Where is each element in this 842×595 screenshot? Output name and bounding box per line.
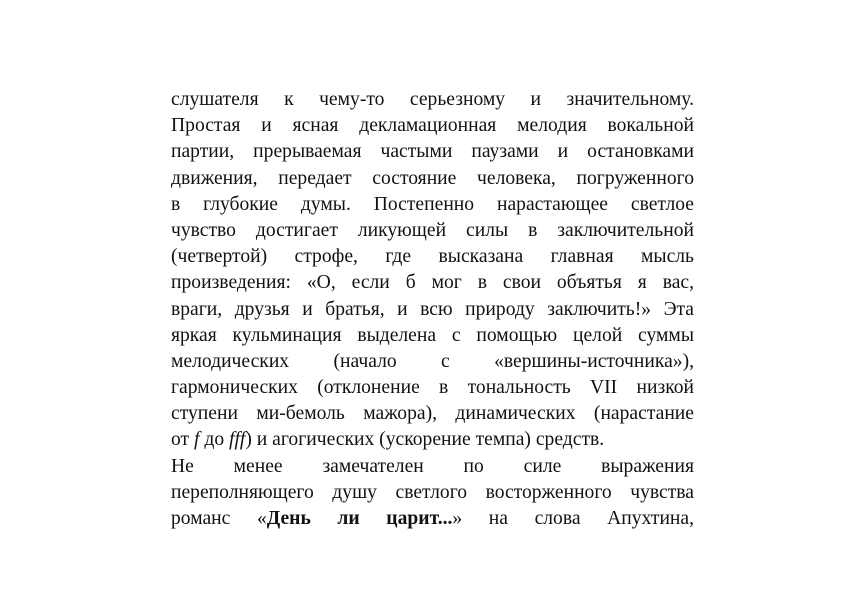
text-line: партии, прерываемая частыми паузами и остановками [171, 141, 694, 163]
text-line: слушателя к чему-то серьезному и значительному. [171, 89, 694, 110]
text-line: гармонических (отклонение в тональность VII низкой [171, 377, 694, 399]
text-run: до [199, 429, 230, 451]
text-line-last [171, 427, 694, 453]
paragraph-2 [171, 454, 694, 533]
text-line: движения, передает состояние человека, погруженного [171, 167, 694, 189]
text-line: враги, друзья и братья, и всю природу заключить!» Эта [171, 298, 694, 320]
text-line: ступени ми-бемоль мажора), динамических (нарастание [171, 403, 694, 425]
text-line: переполняющего душу светлого восторженного чувства [171, 481, 694, 503]
romance-title: День ли царит... [266, 508, 453, 529]
dynamic-marking-f: f [194, 429, 200, 451]
body-text [171, 87, 694, 532]
text-line: Не менее замечателен по силе выражения [171, 455, 694, 477]
text-line: (четвертой) строфе, где высказана главная мысль [171, 246, 694, 268]
dynamic-marking-fff: fff [229, 429, 246, 451]
text-run: романс « [171, 508, 267, 529]
text-line: произведения: «О, если б мог в свои объятья я вас, [171, 272, 694, 294]
text-run: ) и агогических (ускорение темпа) средств. [245, 429, 605, 451]
text-line: мелодических (начало с «вершины-источника»), [171, 350, 694, 372]
text-run: от [171, 429, 194, 451]
text-run: » на слова Апухтина, [452, 508, 695, 529]
text-line-last [171, 506, 694, 532]
text-line: Простая и ясная декламационная мелодия вокальной [171, 115, 694, 137]
text-line: яркая кульминация выделена с помощью целой суммы [171, 324, 694, 346]
text-line: чувство достигает ликующей силы в заключительной [171, 219, 694, 241]
paragraph-1 [171, 87, 694, 454]
text-line: в глубокие думы. Постепенно нарастающее светлое [171, 193, 694, 215]
